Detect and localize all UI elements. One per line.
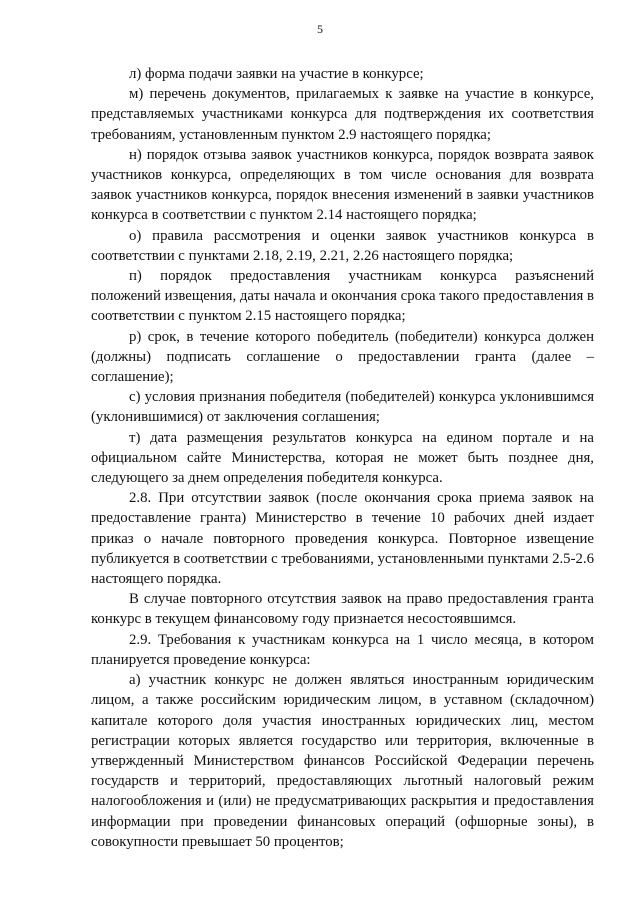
paragraph-s-evasion-conditions: с) условия признания победителя (победителей) конкурса уклонившимся (уклонившимися) от заключения соглашения; — [91, 389, 594, 426]
paragraph-r-signing-term: р) срок, в течение которого победитель (победители) конкурса должен (должны) подписать соглашение о предоставлении гранта (далее – соглашение); — [91, 328, 594, 386]
paragraph-l-submission-form: л) форма подачи заявки на участие в конкурсе; — [129, 66, 424, 82]
paragraph-t-results-publication: т) дата размещения результатов конкурса на едином портале и на официальном сайте Министерства, которая не может быть позднее дня, следующего за днем определения победителя конкурса. — [91, 429, 594, 487]
paragraph-m-documents-list: м) перечень документов, прилагаемых к заявке на участие в конкурсе, представляемых участниками конкурса для подтверждения их соответствия требованиям, установленным пунктом 2.9 настоящего порядка; — [91, 86, 594, 143]
paragraph-p-clarifications: п) порядок предоставления участникам конкурса разъяснений положений извещения, даты начала и окончания срока такого предоставления в соответствии с пунктом 2.15 настоящего порядка; — [91, 268, 594, 325]
paragraph-repeat-failure: В случае повторного отсутствия заявок на право предоставления гранта конкурс в текущем финансовому году признается несостоявшимся. — [91, 591, 594, 628]
paragraph-2-9-requirements: 2.9. Требования к участникам конкурса на 1 число месяца, в котором планируется проведение конкурса: — [91, 631, 594, 668]
paragraph-n-withdrawal-procedure: н) порядок отзыва заявок участников конкурса, порядок возврата заявок участников конкурса, определяющих в том числе основания для возврата заявок участников конкурса, порядок внесения изменений в заявки участников конкурса в соответствии с пунктом 2.14 настоящего порядка; — [91, 146, 594, 224]
paragraph-o-evaluation-rules: о) правила рассмотрения и оценки заявок участников конкурса в соответствии с пунктами 2.18, 2.19, 2.21, 2.26 настоящего порядка; — [91, 227, 594, 264]
page-number: 5 — [317, 22, 323, 36]
paragraph-a-foreign-entity: а) участник конкурс не должен являться иностранным юридическим лицом, а также российским юридическим лицом, в уставном (складочном) капитале которого доля участия иностранных юридических лиц, местом регистрации которых является государство или территория, включенные в утвержденный Министерством финансов Российской Федерации перечень государств и территорий, предоставляющих льготный налоговый режим налогообложения и (или) не предусматривающих раскрытия и предоставления информации при проведении финансовых операций (офшорные зоны), в совокупности превышает 50 процентов; — [91, 672, 594, 850]
document-body — [91, 64, 594, 852]
paragraph-2-8-no-applications: 2.8. При отсутствии заявок (после окончания срока приема заявок на предоставление гранта) Министерство в течение 10 рабочих дней издает приказ о начале повторного проведения конкурса. Повторное извещение публикуется в соответствии с требованиями, установленными пунктами 2.5-2.6 настоящего порядка. — [91, 490, 594, 588]
